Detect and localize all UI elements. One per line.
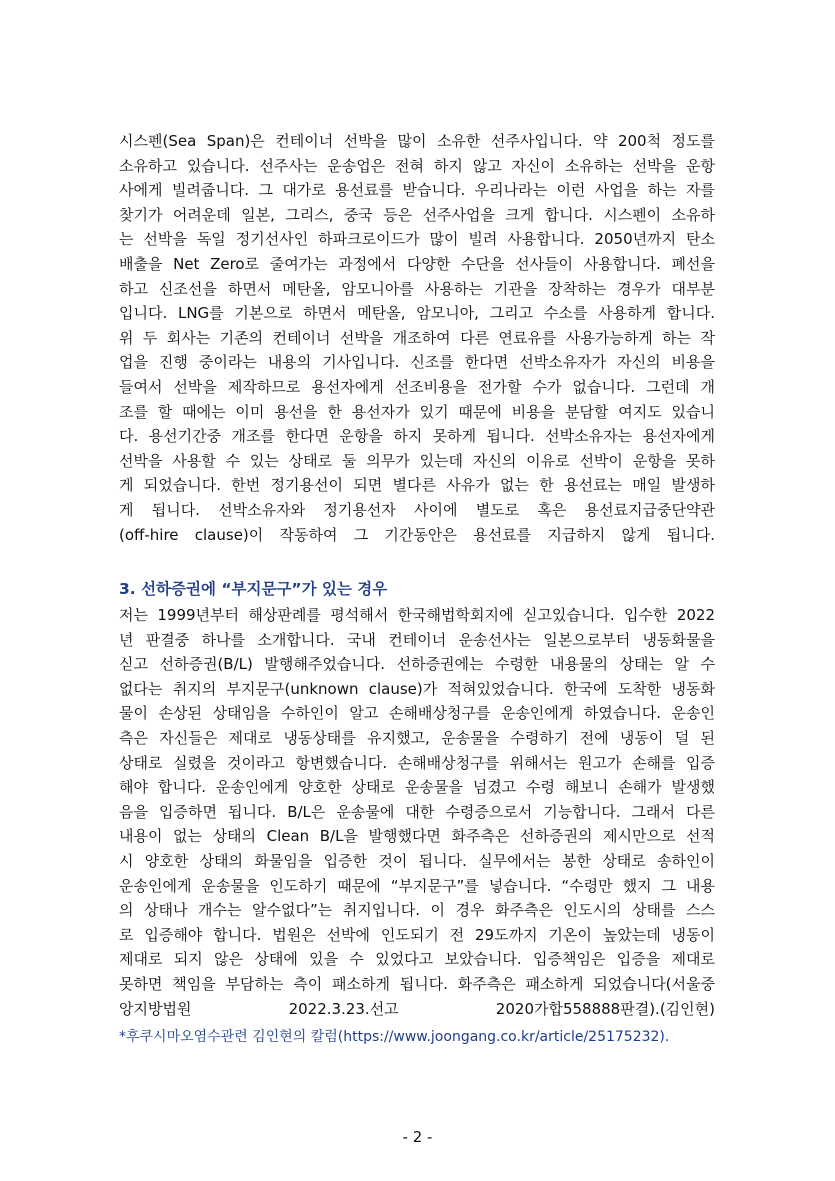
text-line: 년 판결중 하나를 소개합니다. 국내 컨테이너 운송선사는 일본으로부터 냉동화물을	[119, 630, 715, 649]
text-line: 업을 진행 중이라는 내용의 기사입니다. 신조를 한다면 선박소유자가 자신의 비용을	[119, 353, 715, 372]
text-line: (off-hire clause)이 작동하여 그 기간동안은 용선료를 지급하지 않게 됩니다.	[119, 525, 715, 544]
text-line: 없다는 취지의 부지문구(unknown clause)가 적혀있었습니다. 한국에 도착한 냉동화	[119, 679, 715, 698]
text-line: 는 선박을 독일 정기선사인 하파크로이드가 많이 빌려 사용합니다. 2050년까지 탄소	[119, 230, 715, 249]
page-number: - 2 -	[402, 1128, 433, 1146]
text-line: 싣고 선하증권(B/L) 발행해주었습니다. 선하증권에는 수령한 내용물의 상태는 알 수	[119, 655, 715, 674]
text-line: 해야 합니다. 운송인에게 양호한 상태로 운송물을 넘겼고 수령 해보니 손해가 발생했	[119, 778, 715, 797]
footnote-column-link[interactable]: *후쿠시마오염수관련 김인현의 칼럼(https://www.joongang.co.kr/article/25175232).	[119, 1029, 670, 1045]
text-line: 배출을 Net Zero로 줄여가는 과정에서 다양한 수단을 선사들이 사용합니다. 폐선을	[119, 254, 715, 273]
text-line: 소유하고 있습니다. 선주사는 운송업은 전혀 하지 않고 자신이 소유하는 선박을 운항	[119, 156, 715, 175]
text-line: 음을 입증하면 됩니다. B/L은 운송물에 대한 수령증으로서 기능합니다. 그래서 다른	[119, 802, 715, 821]
text-line: 저는 1999년부터 해상판례를 평석해서 한국해법학회지에 싣고있습니다. 입수한 2022	[119, 606, 715, 624]
text-line: 게 되었습니다. 한번 정기용선이 되면 별다른 사유가 없는 한 용선료는 매일 발생하	[119, 476, 715, 495]
text-line: 시스펜(Sea Span)은 컨테이너 선박을 많이 소유한 선주사입니다. 약 200척 정도를	[119, 132, 715, 150]
text-line: 의 상태나 개수는 알수없다”는 취지입니다. 이 경우 화주측은 인도시의 상태를 스스	[119, 901, 715, 920]
text-line: 앙지방법원 2022.3.23.선고 2020가합558888판결).(김인현)	[119, 999, 715, 1018]
text-line: 시 양호한 상태의 화물임을 입증한 것이 됩니다. 실무에서는 봉한 상태로 송하인이	[119, 851, 715, 870]
text-line: 위 두 회사는 기존의 컨테이너 선박을 개조하여 다른 연료유를 사용가능하게 하는 작	[119, 328, 715, 347]
text-line: 운송인에게 운송물을 인도하기 때문에 “부지문구”를 넣습니다. “수령만 했지 그 내용	[119, 876, 715, 895]
text-line: 게 됩니다. 선박소유자와 정기용선자 사이에 별도로 혹은 용선료지급중단약관	[119, 500, 715, 519]
text-line: 로 입증해야 합니다. 법원은 선박에 인도되기 전 29도까지 기온이 높았는데 냉동이	[119, 925, 715, 944]
text-line: 하고 신조선을 하면서 메탄올, 암모니아를 사용하는 기관을 장착하는 경우가 대부분	[119, 279, 715, 298]
text-line: 내용이 없는 상태의 Clean B/L을 발행했다면 화주측은 선하증권의 제시만으로 선적	[119, 827, 715, 846]
paragraph-unknown-clause	[119, 603, 715, 1021]
text-line: 입니다. LNG를 기본으로 하면서 메탄올, 암모니아, 그리고 수소를 사용하게 합니다.	[119, 304, 715, 323]
text-line: 들여서 선박을 제작하므로 용선자에게 선조비용을 전가할 수가 없습니다. 그런데 개	[119, 377, 715, 396]
text-line: 못하면 책임을 부담하는 측이 패소하게 됩니다. 화주측은 패소하게 되었습니다(서울중	[119, 974, 715, 993]
paragraph-offhire	[119, 129, 715, 547]
text-line: 제대로 되지 않은 상태에 있을 수 있었다고 보았습니다. 입증책임은 입증을 제대로	[119, 950, 715, 969]
text-line: 상태로 실렸을 것이라고 항변했습니다. 손해배상청구를 위해서는 원고가 손해를 입증	[119, 753, 715, 772]
text-line: 찾기가 어려운데 일본, 그리스, 중국 등은 선주사업을 크게 합니다. 시스펜이 소유하	[119, 205, 715, 224]
text-line: 물이 손상된 상태임을 수하인이 알고 손해배상청구를 운송인에게 하였습니다. 운송인	[119, 704, 715, 723]
text-line: 측은 자신들은 제대로 냉동상태를 유지했고, 운송물을 수령하기 전에 냉동이 덜 된	[119, 728, 715, 747]
text-line: 조를 할 때에는 이미 용선을 한 용선자가 있기 때문에 비용을 분담할 여지도 있습니	[119, 402, 715, 421]
text-line: 사에게 빌려줍니다. 그 대가로 용선료를 받습니다. 우리나라는 이런 사업을 하는 자를	[119, 181, 715, 200]
text-line: 다. 용선기간중 개조를 한다면 운항을 하지 못하게 됩니다. 선박소유자는 용선자에게	[119, 427, 715, 446]
text-line: 선박을 사용할 수 있는 상태로 둘 의무가 있는데 자신의 이유로 선박이 운항을 못하	[119, 451, 715, 470]
section-heading: 3. 선하증권에 “부지문구”가 있는 경우	[119, 580, 388, 598]
